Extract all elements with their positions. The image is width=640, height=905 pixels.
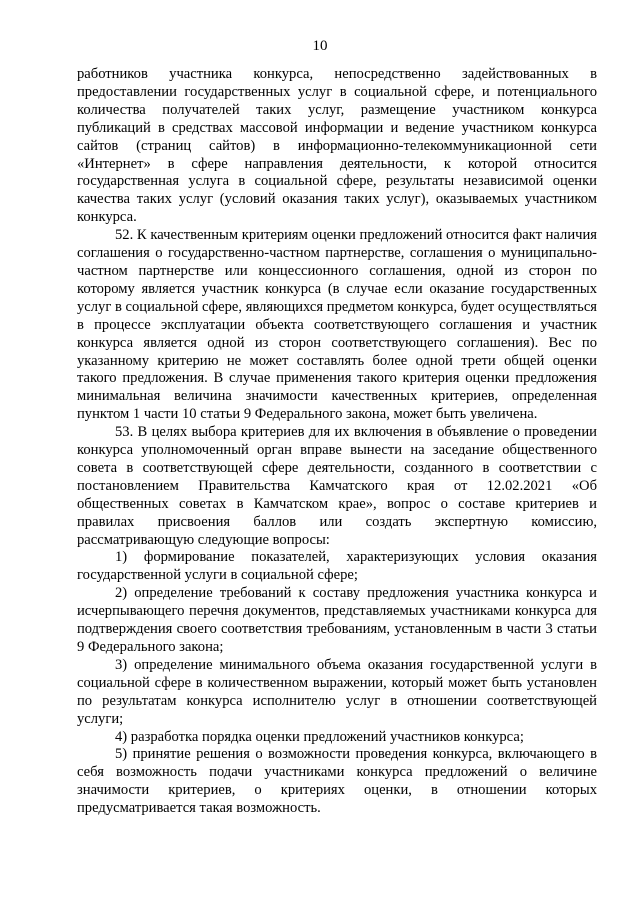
list-item-3: 3) определение минимального объема оказания государственной услуги в социальной сфере в количественном выражении, который может быть установлен по результатам конкурса исполнителю услуг в отношении соответствующей услуги; — [77, 656, 597, 727]
list-item-4: 4) разработка порядка оценки предложений участников конкурса; — [115, 728, 524, 745]
paragraph-item-52: 52. К качественным критериям оценки предложений относится факт наличия соглашения о государственно-частном партнерстве, соглашения о муниципально-частном партнерстве или концессионного соглашения, одной из сторон по которому является участник конкурса (в случае если оказание государственных услуг в социальной сфере, являющихся предметом конкурса, будет осуществляться в процессе эксплуатации объекта соответствующего соглашения и участник конкурса является одной из сторон соответствующего соглашения). Вес по указанному критерию не может составлять более одной трети общей оценки такого предложения. В случае применения такого критерия оценки предложения минимальная величина значимости качественных критериев, определенная пунктом 1 части 10 статьи 9 Федерального закона, может быть увеличена. — [77, 227, 598, 423]
list-item-1: 1) формирование показателей, характеризующих условия оказания государственной услуги в социальной сфере; — [77, 549, 597, 584]
paragraph-continuation: работников участника конкурса, непосредственно задействованных в предоставлении государственных услуг в социальной сфере, и потенциального количества получателей таких услуг, размещение участником конкурса публикаций в средствах массовой информации и ведение участником конкурса сайтов (страниц сайтов) в информационно-телекоммуникационной сети «Интернет» в сфере направления деятельности, к которой относится государственная услуга в социальной сфере, результаты независимой оценки качества таких услуг (условий оказания таких услуг), оказываемых участником конкурса. — [77, 66, 597, 226]
page-number: 10 — [312, 38, 328, 54]
paragraph-item-53: 53. В целях выбора критериев для их включения в объявление о проведении конкурса уполномоченный орган вправе вынести на заседание общественного совета в соответствующей сфере деятельности, созданного в соответствии с постановлением Правительства Камчатского края от 12.02.2021 «Об общественных советах в Камчатском крае», вопрос о составе критериев и правилах присвоения баллов или создать экспертную комиссию, рассматривающую следующие вопросы: — [77, 424, 597, 548]
list-item-2: 2) определение требований к составу предложения участника конкурса и исчерпывающего перечня документов, представляемых участниками конкурса для подтверждения своего соответствия требованиям, установленным в части 3 статьи 9 Федерального закона; — [77, 585, 597, 655]
document-body — [77, 66, 597, 818]
list-item-5: 5) принятие решения о возможности проведения конкурса, включающего в себя возможность подачи участниками конкурса предложений о величине значимости критериев, о критериях оценки, в отношении которых предусматривается такая возможность. — [77, 746, 597, 817]
